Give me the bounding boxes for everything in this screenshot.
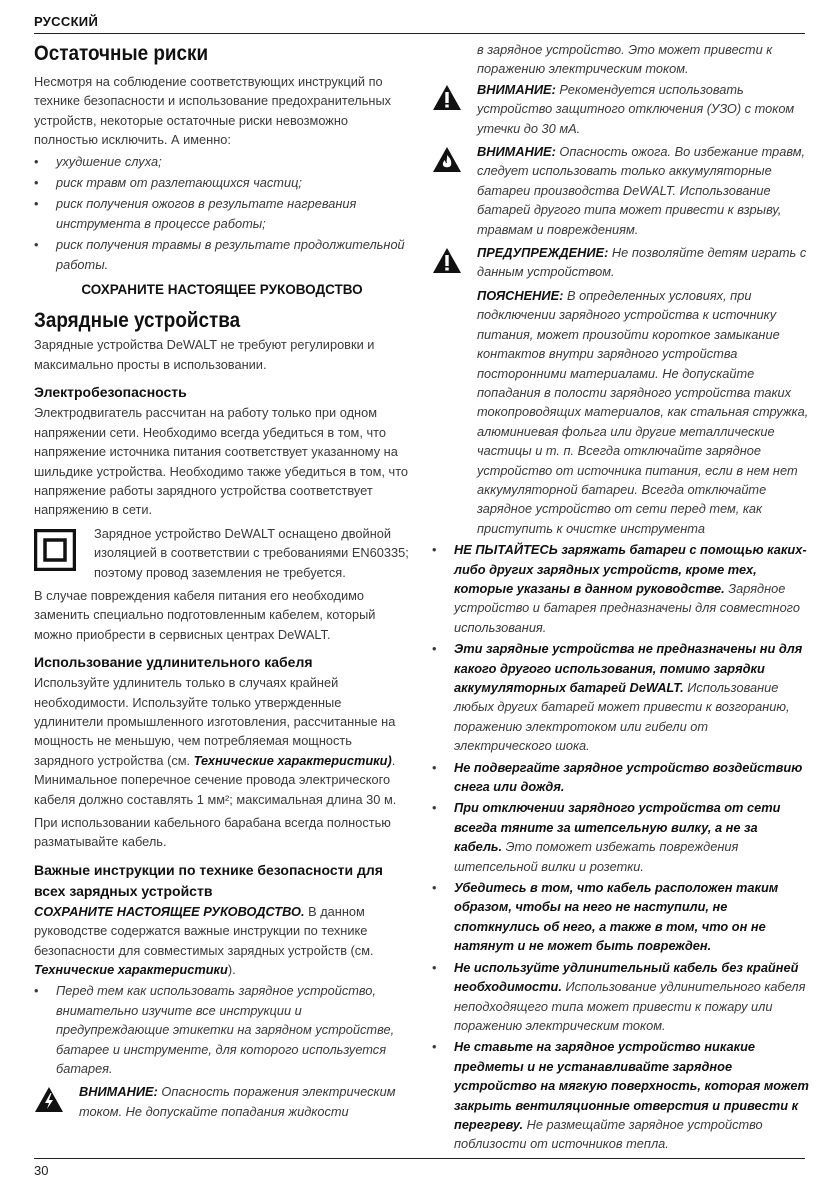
list-item: • Убедитесь в том, что кабель расположен таким образом, чтобы на него не наступили, не споткнулись об него, а также в том, что он не натянут и не может быть поврежден.	[432, 880, 779, 954]
bullet-icon: •	[34, 196, 39, 212]
chargers-title: Зарядные устройства	[34, 309, 241, 333]
save-manual-heading: СОХРАНИТЕ НАСТОЯЩЕЕ РУКОВОДСТВО	[81, 282, 363, 298]
caution-warning: ПРЕДУПРЕЖДЕНИЕ: Не позволяйте детям играть с данным устройством.	[432, 243, 809, 282]
list-item: • ухудшение слуха;	[34, 152, 410, 171]
list-item: • риск получения травмы в результате продолжительной работы.	[34, 237, 405, 272]
electric-safety-title: Электробезопасность	[34, 384, 187, 401]
list-item: • Не используйте удлинительный кабель без крайней необходимости. Использование удлинительного кабеля неподходящего типа может привести к пожару или поражению электрическим током.	[432, 959, 806, 1033]
list-item: • НЕ ПЫТАЙТЕСЬ заряжать батареи с помощью каких-либо других зарядных устройств, кроме тех, которые указаны в данном руководстве. Зарядное устройство и батарея предназначены для совместного использования.	[432, 542, 807, 635]
bullet-icon: •	[34, 237, 39, 253]
extension-cord-title: Использование удлинительного кабеля	[34, 654, 313, 671]
page-number: 30	[34, 1163, 49, 1178]
burn-warning: ВНИМАНИЕ: Опасность ожога. Во избежание травм, следует использовать только аккумуляторные батареи производства DeWALT. Использование батарей другого типа может привести к взрыву, травмам и повреждениям.	[432, 142, 809, 239]
warning-triangle-icon	[432, 247, 462, 279]
right-column	[432, 40, 809, 1156]
warning-triangle-icon	[432, 84, 462, 116]
electric-shock-warning: ВНИМАНИЕ: Опасность поражения электрическим током. Не допускайте попадания жидкости	[34, 1082, 410, 1121]
list-item: • риск травм от разлетающихся частиц;	[34, 173, 410, 192]
bullet-icon: •	[34, 175, 39, 191]
list-item: • риск получения ожогов в результате нагревания инструмента в процессе работы;	[34, 196, 357, 231]
electric-shock-icon	[34, 1086, 64, 1118]
double-insulation-icon	[34, 529, 76, 576]
important-instructions-title: Важные инструкции по технике безопасности для всех зарядных устройств	[34, 861, 383, 899]
double-insulation-text: Зарядное устройство DeWALT оснащено двойной изоляцией в соответствии с требованиями EN60335; поэтому провод заземления не требуется.	[94, 525, 409, 580]
fire-warning-icon	[432, 146, 462, 178]
language-label: РУССКИЙ	[34, 14, 99, 29]
bullet-icon: •	[432, 641, 437, 657]
residual-risks-title: Остаточные риски	[34, 42, 209, 65]
shock-warning-continued: в зарядное устройство. Это может привести к поражению электрическим током.	[477, 42, 773, 77]
left-column	[34, 40, 410, 1122]
double-insulation-block	[34, 524, 410, 582]
footer-divider	[34, 1158, 805, 1159]
chargers-text: Зарядные устройства DeWALT не требуют регулировки и максимально просты в использовании.	[34, 337, 375, 372]
bullet-icon: •	[34, 983, 39, 999]
cable-drum-text: При использовании кабельного барабана всегда полностью разматывайте кабель.	[34, 815, 391, 850]
bullet-icon: •	[432, 959, 437, 975]
bullet-icon: •	[34, 153, 39, 169]
extension-cord-text: Используйте удлинитель только в случаях крайней необходимости. Используйте только утвержденные удлинители промышленного изготовления, рассчитанные на мощность не меньшую, чем потребляемая мощность зарядного устройства (см. Технические характеристики). Минимальное поперечное сечение провода электрического кабеля должно составлять 1 мм²; максимальная длина 30 м.	[34, 675, 397, 807]
list-item: • Эти зарядные устройства не предназначены ни для какого другого использования, помимо зарядки аккумуляторных батарей DeWALT. Использование любых других батарей может привести к возгоранию, поражению электротоком или гибели от электрического шока.	[432, 641, 803, 754]
list-item: • Не ставьте на зарядное устройство никакие предметы и не устанавливайте зарядное устройство на мягкую поверхность, которая может закрыть вентиляционные отверстия и привести к перегреву. Не размещайте зарядное устройство поблизости от источников тепла.	[432, 1039, 809, 1152]
electric-safety-text: Электродвигатель рассчитан на работу только при одном напряжении сети. Необходимо всегда убедиться в том, что напряжение источника питания соответствует указанному на шильдике устройства. Необходимо также убедиться в том, что напряжение работы зарядного устройства соответствует напряжению в сети.	[34, 405, 409, 518]
before-use-list	[34, 981, 410, 1078]
list-item: • Перед тем как использовать зарядное устройство, внимательно изучите все инструкции и предупреждающие этикетки на зарядном устройстве, батарее и инструменте, для которого используется батарея.	[34, 983, 395, 1077]
rcd-warning: ВНИМАНИЕ: Рекомендуется использовать устройство защитного отключения (УЗО) с током утечки до 30 мА.	[432, 80, 809, 138]
list-item: • Не подвергайте зарядное устройство воздействию снега или дождя.	[432, 759, 803, 795]
bullet-icon: •	[432, 759, 437, 775]
bullet-icon: •	[432, 1039, 437, 1055]
bullet-icon: •	[432, 800, 437, 816]
important-instructions-text: СОХРАНИТЕ НАСТОЯЩЕЕ РУКОВОДСТВО. В данном руководстве содержатся важные инструкции по технике безопасности для совместимых зарядных устройств (см. Технические характеристики).	[34, 903, 374, 978]
charger-safety-list	[432, 540, 809, 1154]
bullet-icon: •	[432, 880, 437, 896]
header-divider	[34, 33, 805, 34]
list-item: • При отключении зарядного устройства от сети всегда тяните за штепсельную вилку, а не за кабель. Это поможет избежать повреждения штепсельной вилки и розетки.	[432, 800, 781, 874]
note-paragraph: ПОЯСНЕНИЕ: В определенных условиях, при подключении зарядного устройства к источнику питания, может произойти короткое замыкание контактов внутри зарядного устройства посторонними материалами. Не допускайте попадания в полости зарядного устройства таких токопроводящих материалов, как стальная стружка, алюминиевая фольга или другие металлические частицы и т. п. Всегда отключайте зарядное устройство от источника питания, если в нем нет аккумуляторной батареи. Всегда отключайте зарядное устройство от сети перед тем, как приступить к очистке инструмента	[477, 287, 809, 536]
residual-intro: Несмотря на соблюдение соответствующих инструкций по технике безопасности и использование предохранительных устройств, некоторые остаточные риски невозможно полностью исключить. А именно:	[34, 74, 392, 148]
residual-list	[34, 152, 410, 274]
bullet-icon: •	[432, 542, 437, 558]
cable-damage-text: В случае повреждения кабеля питания его необходимо заменить специально подготовленным кабелем, который можно приобрести в сервисных центрах DeWALT.	[34, 587, 376, 642]
